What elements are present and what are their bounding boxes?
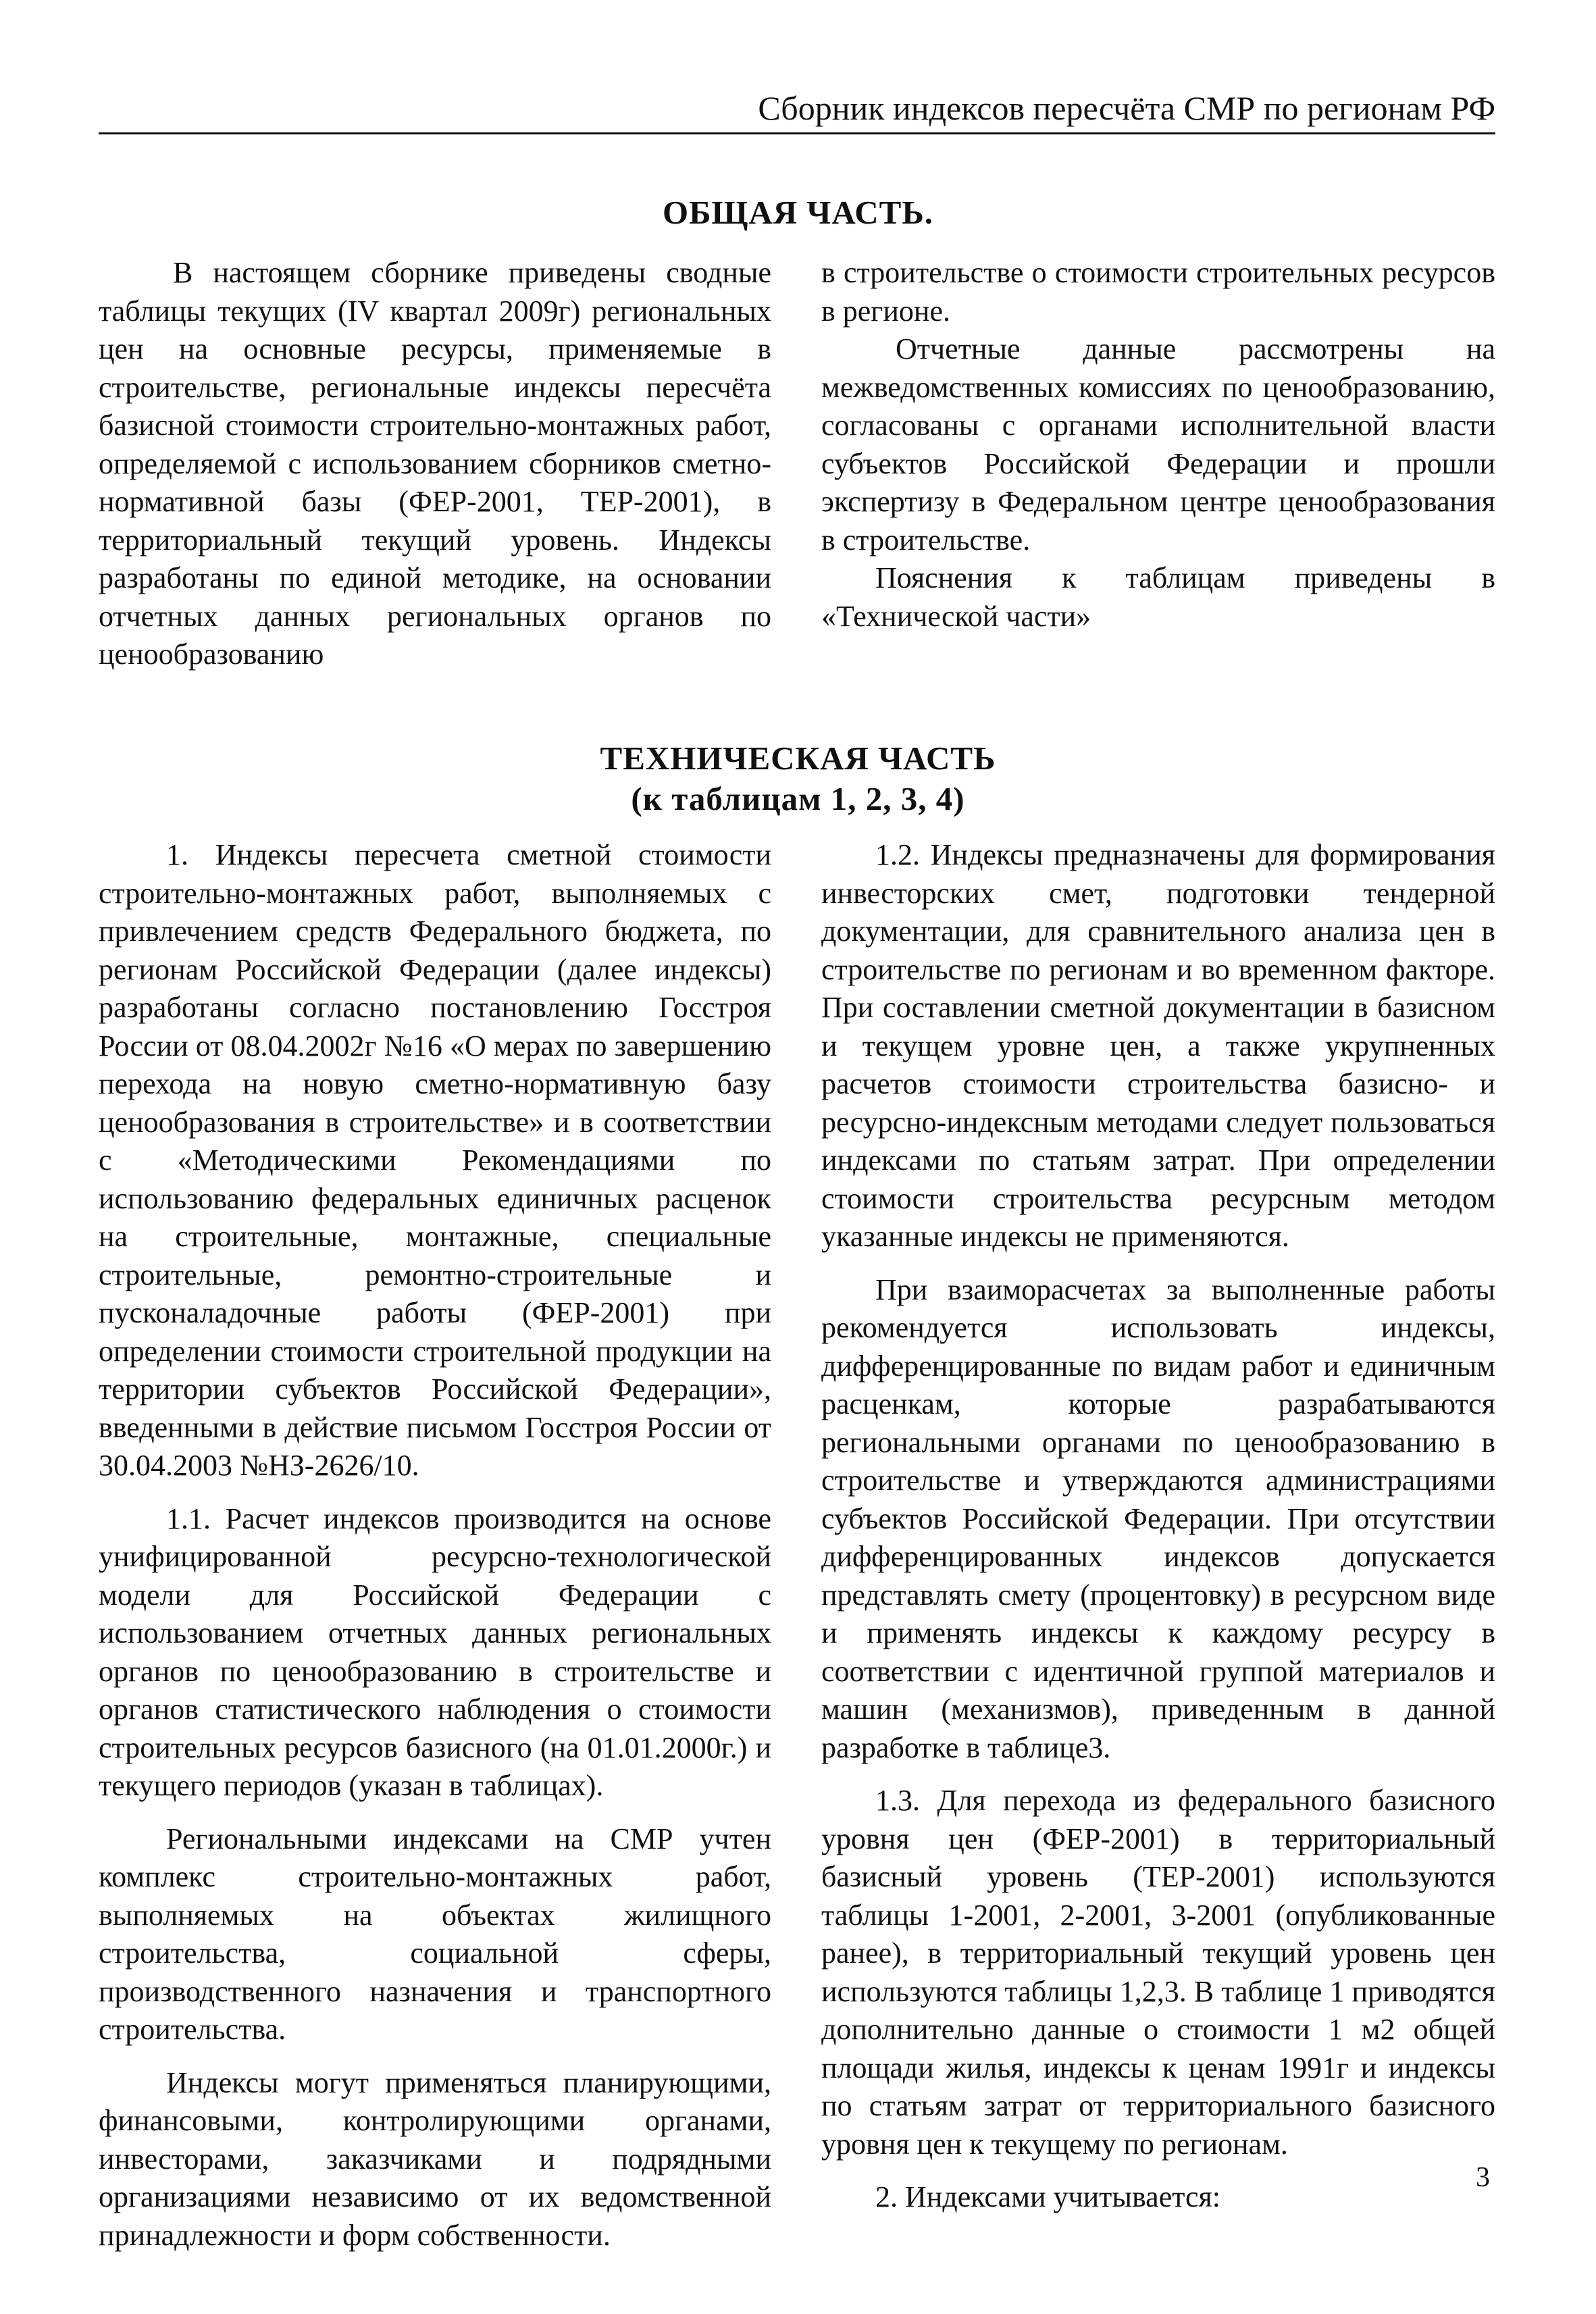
- paragraph: 1.1. Расчет индексов производится на основе унифицированной ресурсно-технологической модели для Российской Федерации с использованием отчетных данных региональных органов по ценообразованию в строительстве и органов статистического наблюдения о стоимости строительных ресурсов базисного (на 01.01.2000г.) и текущего периодов (указан в таблицах).: [99, 1501, 771, 1802]
- section-title-technical: ТЕХНИЧЕСКАЯ ЧАСТЬ: [600, 740, 996, 777]
- paragraph: Пояснения к таблицам приведены в «Технической части»: [821, 561, 1495, 633]
- paragraph: Отчетные данные рассмотрены на межведомственных комиссиях по ценообразованию, согласованы с органами исполнительной власти субъектов Российской Федерации и прошли экспертизу в Федеральном центре ценообразования в строительстве.: [821, 332, 1495, 557]
- paragraph: 1.2. Индексы предназначены для формирования инвесторских смет, подготовки тендерной документации, для сравнительного анализа цен в строительстве по регионам и во временном факторе. При составлении сметной документации в базисном и текущем уровне цен, а также укрупненных расчетов стоимости строительства базисно- и ресурсно-индексным методами следует пользоваться индексами по статьям затрат. При определении стоимости строительства ресурсным методом указанные индексы не применяются.: [821, 838, 1495, 1253]
- technical-left-column: [99, 836, 771, 2255]
- section-title-general: ОБЩАЯ ЧАСТЬ.: [663, 194, 933, 231]
- general-left-column: [99, 254, 771, 674]
- technical-right-column: [821, 836, 1495, 2217]
- running-header: Сборник индексов пересчёта СМР по регионам РФ: [99, 86, 1495, 134]
- general-right-column: [821, 254, 1495, 636]
- paragraph: При взаиморасчетах за выполненные работы рекомендуется использовать индексы, дифференцированные по видам работ и единичным расценкам, которые разрабатываются региональными органами по ценообразованию в строительстве и утверждаются администрациями субъектов Российской Федерации. При отсутствии дифференцированных индексов допускается представлять смету (процентовку) в ресурсном виде и применять индексы к каждому ресурсу в соответствии с идентичной группой материалов и машин (механизмов), приведенным в данной разработке в таблице3.: [821, 1272, 1495, 1764]
- section-subtitle-technical: (к таблицам 1, 2, 3, 4): [631, 780, 965, 817]
- paragraph: Индексы могут применяться планирующими, финансовыми, контролирующими органами, инвесторами, заказчиками и подрядными организациями независимо от их ведомственной принадлежности и форм собственности.: [99, 2065, 771, 2252]
- paragraph: В настоящем сборнике приведены сводные таблицы текущих (IV квартал 2009г) региональных цен на основные ресурсы, применяемые в строительстве, региональные индексы пересчёта базисной стоимости строительно-монтажных работ, определяемой с использованием сборников сметно-нормативной базы (ФЕР-2001, ТЕР-2001), в территориальный текущий уровень. Индексы разработаны по единой методике, на основании отчетных данных региональных органов по ценообразованию: [99, 256, 771, 671]
- paragraph: 2. Индексами учитывается:: [875, 2180, 1220, 2213]
- paragraph: 1. Индексы пересчета сметной стоимости строительно-монтажных работ, выполняемых с привлечением средств Федерального бюджета, по регионам Российской Федерации (далее индексы) разработаны согласно постановлению Госстроя России от 08.04.2002г №16 «О мерах по завершению перехода на новую сметно-нормативную базу ценообразования в строительстве» и в соответствии с «Методическими Рекомендациями по использованию федеральных единичных расценок на строительные, монтажные, специальные строительные, ремонтно-строительные и пусконаладочные работы (ФЕР-2001) при определении стоимости строительной продукции на территории субъектов Российской Федерации», введенными в действие письмом Госстроя России от 30.04.2003 №НЗ-2626/10.: [99, 838, 771, 1482]
- page-number: 3: [1476, 2162, 1490, 2193]
- paragraph: в строительстве о стоимости строительных ресурсов в регионе.: [821, 256, 1495, 328]
- paragraph: 1.3. Для перехода из федерального базисного уровня цен (ФЕР-2001) в территориальный базисный уровень (ТЕР-2001) используются таблицы 1-2001, 2-2001, 3-2001 (опубликованные ранее), в территориальный текущий уровень цен используются таблицы 1,2,3. В таблице 1 приводятся дополнительно данные о стоимости 1 м2 общей площади жилья, индексы к ценам 1991г и индексы по статьям затрат от территориального базисного уровня цен к текущему по регионам.: [821, 1784, 1495, 2161]
- paragraph: Региональными индексами на СМР учтен комплекс строительно-монтажных работ, выполняемых на объектах жилищного строительства, социальной сферы, производственного назначения и транспортного строительства.: [99, 1822, 771, 2046]
